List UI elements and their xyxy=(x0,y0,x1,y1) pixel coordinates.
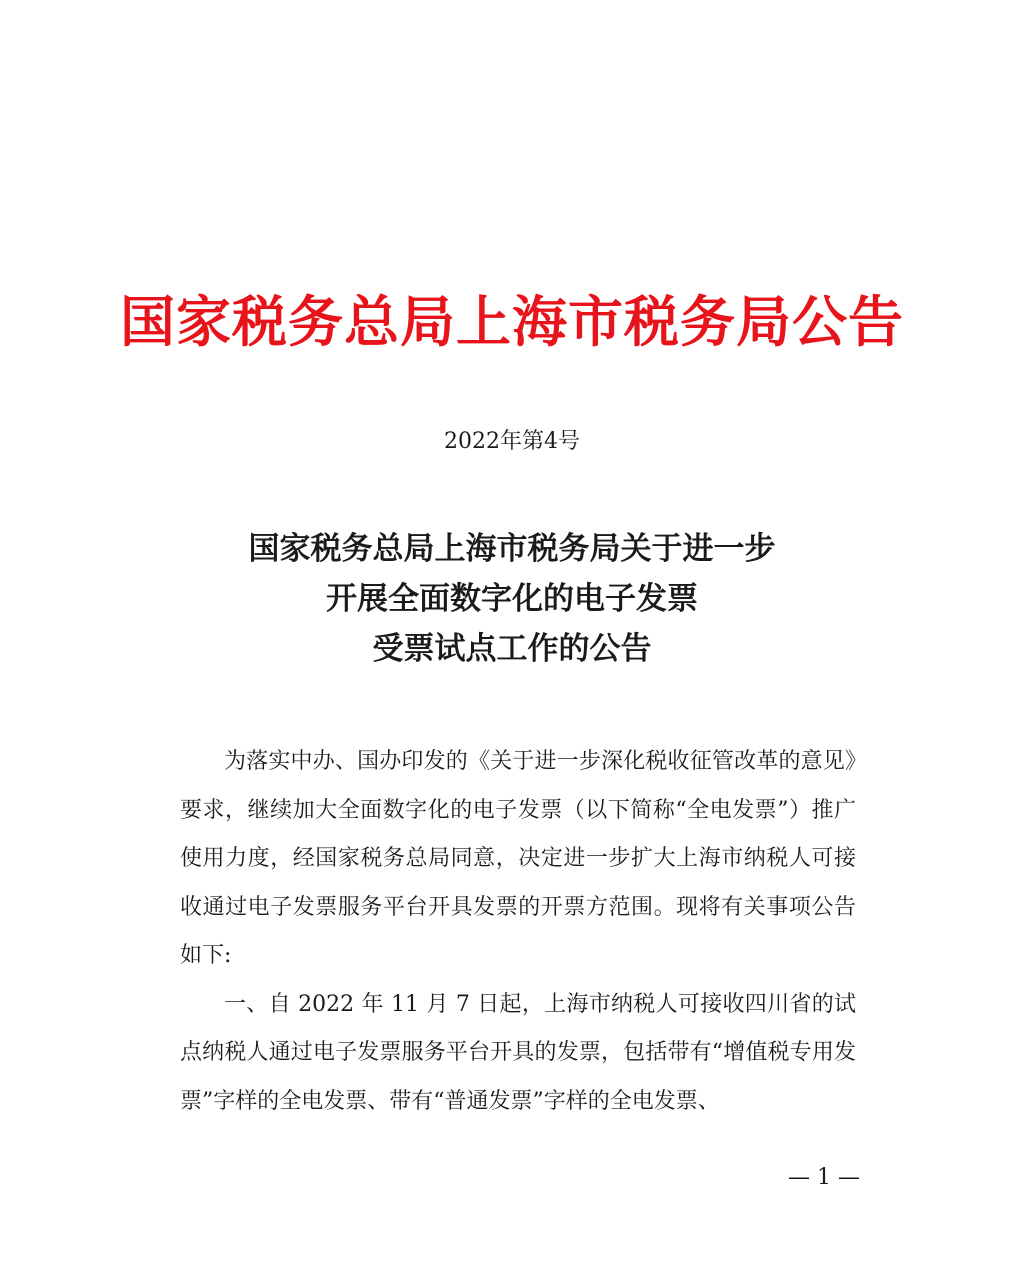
title-line: 开展全面数字化的电子发票 xyxy=(326,581,698,617)
title-line: 受票试点工作的公告 xyxy=(372,631,652,667)
title-line: 国家税务总局上海市税务局关于进一步 xyxy=(248,531,776,567)
body-paragraph: 为落实中办、国办印发的《关于进一步深化税收征管改革的意见》要求，继续加大全面数字化的电子发票（以下简称“全电发票”）推广使用力度，经国家税务总局同意，决定进一步扩大上海市纳税人可接收通过电子发票服务平台开具发票的开票方范围。现将有关事项公告如下: xyxy=(180,749,856,968)
page-number: — 1 — xyxy=(788,1165,860,1190)
body-paragraph: 一、自 2022 年 11 月 7 日起，上海市纳税人可接收四川省的试点纳税人通过电子发票服务平台开具的发票，包括带有“增值税专用发票”字样的全电发票、带有“普通发票”字样的全电发票、 xyxy=(180,991,856,1114)
document-title xyxy=(0,524,1024,674)
issuer-red-header: 国家税务总局上海市税务局公告 xyxy=(119,289,904,354)
document-body xyxy=(180,738,856,1126)
document-number: 2022年第4号 xyxy=(444,429,580,454)
